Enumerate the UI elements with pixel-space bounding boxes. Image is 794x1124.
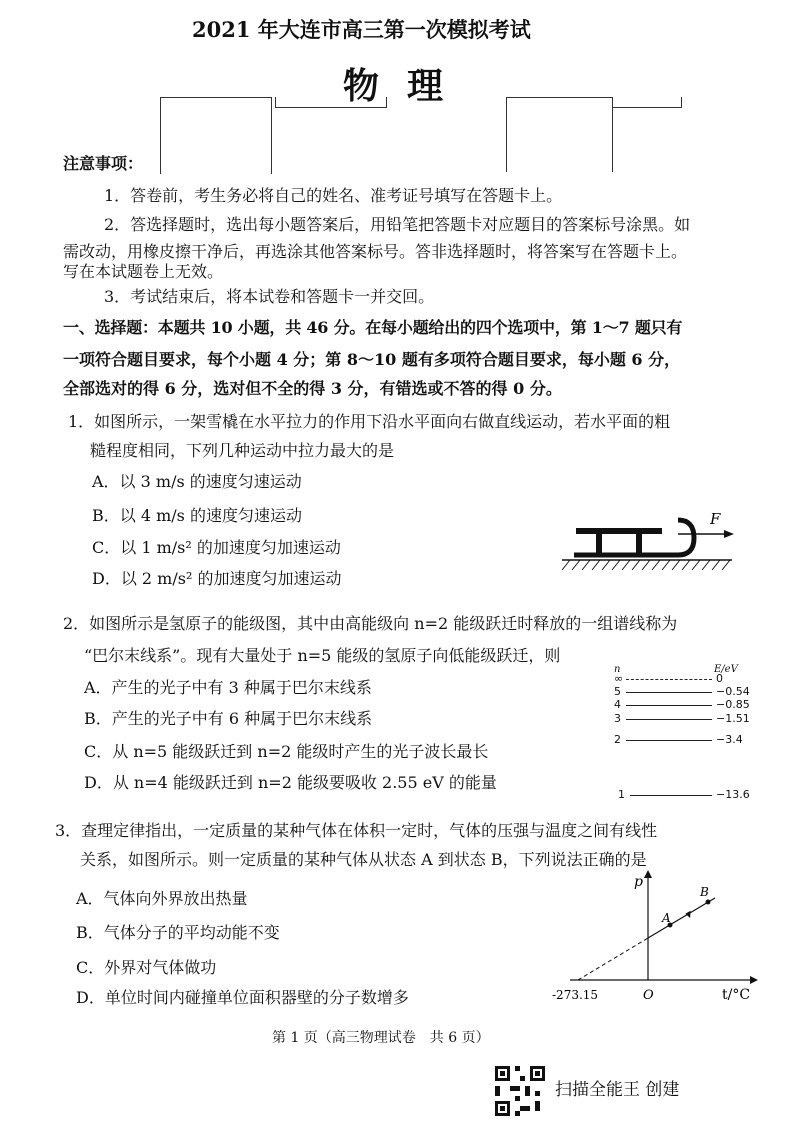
sled-runner bbox=[574, 520, 694, 555]
level-line-1 bbox=[630, 795, 712, 796]
ground-hatch bbox=[562, 560, 730, 570]
subject-title: 物理 bbox=[343, 65, 472, 107]
notice-item-1: 1．答卷前，考生务必将自己的姓名、准考证号填写在答题卡上。 bbox=[104, 186, 563, 205]
q1-stem-line1: 1．如图所示，一架雪橇在水平拉力的作用下沿水平面向右做直线运动，若水平面的粗 bbox=[68, 412, 671, 431]
level-n-4: 4 bbox=[614, 698, 621, 711]
q2-option-a: A．产生的光子中有 3 种属于巴尔末线系 bbox=[84, 678, 372, 697]
q1-option-c: C．以 1 m/s² 的加速度匀加速运动 bbox=[92, 538, 341, 557]
notice-item-2-line1: 2．答选择题时，选出每小题答案后，用铅笔把答题卡对应题目的答案标号涂黑。如 bbox=[104, 215, 691, 234]
q1-stem-line2: 糙程度相同，下列几种运动中拉力最大的是 bbox=[90, 441, 395, 460]
q3-stem-line1: 3．查理定律指出，一定质量的某种气体在体积一定时，气体的压强与温度之间有线性 bbox=[55, 821, 658, 840]
level-e-4: −0.85 bbox=[716, 698, 750, 711]
level-e-1: −13.6 bbox=[716, 788, 750, 801]
energy-level-diagram bbox=[612, 664, 752, 804]
q1-option-a: A．以 3 m/s 的速度匀速运动 bbox=[92, 472, 302, 491]
point-a-label: A bbox=[662, 911, 671, 925]
q2-stem-line1: 2．如图所示是氢原子的能级图，其中由高能级向 n=2 能级跃迁时释放的一组谱线称为 bbox=[63, 614, 678, 633]
p-axis-arrow bbox=[644, 870, 652, 878]
q1-option-b: B．以 4 m/s 的速度匀速运动 bbox=[92, 506, 302, 525]
header-box-right bbox=[506, 97, 613, 172]
force-arrowhead bbox=[724, 530, 734, 538]
q3-option-c: C．外界对气体做功 bbox=[76, 958, 217, 977]
level-e-5: −0.54 bbox=[716, 685, 750, 698]
notice-heading: 注意事项： bbox=[63, 154, 144, 173]
q2-option-c: C．从 n=5 能级跃迁到 n=2 能级时产生的光子波长最长 bbox=[84, 742, 489, 761]
q3-stem-line2: 关系，如图所示。则一定质量的某种气体从状态 A 到状态 B，下列说法正确的是 bbox=[80, 850, 647, 869]
t-axis-label: t/°C bbox=[722, 987, 751, 1003]
t-axis-arrow bbox=[750, 976, 758, 984]
scanner-watermark: 扫描全能王 创建 bbox=[555, 1080, 680, 1100]
sled-seat bbox=[576, 528, 662, 534]
origin-label: O bbox=[643, 988, 654, 1003]
energy-axis-header: E/eV bbox=[714, 664, 738, 675]
q1-option-d: D．以 2 m/s² 的加速度匀加速运动 bbox=[92, 569, 342, 588]
level-n-3: 3 bbox=[614, 712, 621, 725]
force-label: F bbox=[710, 510, 721, 528]
q3-option-d: D．单位时间内碰撞单位面积器壁的分子数增多 bbox=[76, 988, 409, 1007]
header-box-mid bbox=[275, 97, 387, 108]
level-line-4 bbox=[626, 705, 712, 706]
exam-title: 2021 年大连市高三第一次模拟考试 bbox=[192, 17, 531, 42]
sled-figure bbox=[560, 500, 740, 580]
q3-option-b: B．气体分子的平均动能不变 bbox=[76, 923, 280, 942]
level-line-5 bbox=[626, 692, 712, 693]
point-b-label: B bbox=[700, 885, 709, 899]
n-axis-header: n bbox=[614, 664, 621, 675]
sled-leg-left bbox=[596, 534, 602, 554]
q2-option-d: D．从 n=4 能级跃迁到 n=2 能级要吸收 2.55 eV 的能量 bbox=[84, 773, 497, 792]
point-b-dot bbox=[706, 900, 711, 905]
level-n-1: 1 bbox=[618, 788, 625, 801]
extrapolation-dashed-line bbox=[578, 938, 648, 980]
q3-option-a: A．气体向外界放出热量 bbox=[76, 889, 248, 908]
section1-line2: 一项符合题目要求，每个小题 4 分；第 8～10 题有多项符合题目要求，每小题 6 分， bbox=[63, 350, 681, 369]
level-e-3: −1.51 bbox=[716, 712, 750, 725]
pressure-temperature-graph bbox=[550, 868, 765, 1008]
level-e-2: −3.4 bbox=[716, 733, 743, 746]
intercept-label: -273.15 bbox=[552, 988, 599, 1002]
page-footer: 第 1 页（高三物理试卷 共 6 页） bbox=[272, 1030, 490, 1046]
level-line-3 bbox=[626, 719, 712, 720]
level-n-inf: ∞ bbox=[614, 672, 624, 685]
level-line-inf bbox=[626, 679, 712, 680]
level-n-5: 5 bbox=[614, 685, 621, 698]
level-line-2 bbox=[626, 740, 712, 741]
notice-item-2-line2: 需改动，用橡皮擦干净后，再选涂其他答案标号。答非选择题时，将答案写在答题卡上。 bbox=[63, 242, 688, 261]
level-n-2: 2 bbox=[614, 733, 621, 746]
notice-item-3: 3．考试结束后，将本试卷和答题卡一并交回。 bbox=[104, 287, 435, 306]
header-box-left bbox=[160, 97, 272, 174]
p-axis-label: p bbox=[634, 874, 643, 890]
sled-leg-right bbox=[636, 534, 642, 554]
section1-line3: 全部选对的得 6 分，选对但不全的得 3 分，有错选或不答的得 0 分。 bbox=[63, 379, 562, 398]
q2-option-b: B．产生的光子中有 6 种属于巴尔末线系 bbox=[84, 709, 373, 728]
section1-line1: 一、选择题：本题共 10 小题，共 46 分。在每小题给出的四个选项中，第 1～7 题只有 bbox=[63, 318, 683, 337]
notice-item-2-line3: 写在本试题卷上无效。 bbox=[63, 262, 224, 281]
isochore-line bbox=[648, 898, 715, 938]
qr-code-icon bbox=[495, 1066, 545, 1116]
level-e-inf: 0 bbox=[716, 672, 723, 685]
q2-stem-line2: “巴尔末线系”。现有大量处于 n=5 能级的氢原子向低能级跃迁，则 bbox=[84, 646, 561, 665]
header-box-far bbox=[612, 97, 682, 108]
